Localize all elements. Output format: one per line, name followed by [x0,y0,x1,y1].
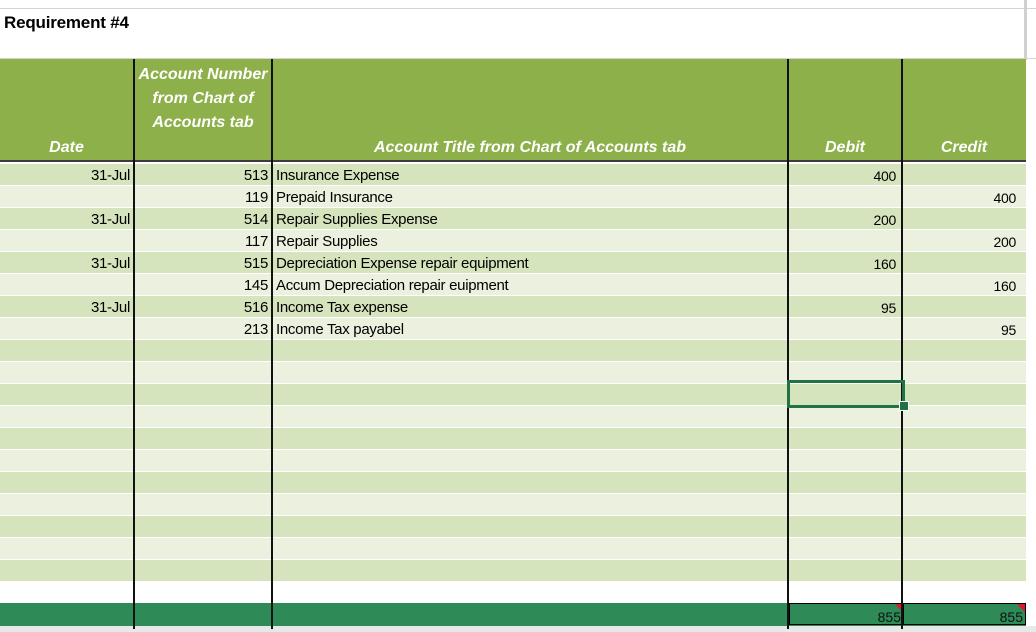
sheet-title: Requirement #4 [4,13,129,32]
selected-cell[interactable] [787,380,905,408]
date-cell[interactable]: 31-Jul [90,255,130,272]
credit-cell[interactable]: 160 [993,278,1016,294]
account-number-cell[interactable]: 117 [244,233,268,250]
credit-cell[interactable] [904,296,1016,317]
empty-row[interactable] [0,472,1026,494]
debit-cell[interactable] [790,186,896,207]
empty-row[interactable] [0,406,1026,428]
debit-cell[interactable]: 400 [873,168,896,184]
header-divider [0,160,1026,162]
date-cell[interactable] [0,274,130,295]
grid-line-top [0,8,1036,9]
table-row[interactable] [0,252,1026,274]
empty-row[interactable] [0,450,1026,472]
account-title-cell[interactable]: Repair Supplies [276,233,378,250]
header-credit[interactable]: Credit [940,139,988,156]
debit-cell[interactable] [790,274,896,295]
account-title-cell[interactable]: Accum Depreciation repair euipment [276,277,509,294]
header-account-number[interactable]: Account Number from Chart of Accounts tab [138,66,268,131]
column-border-account-number [271,59,273,629]
empty-row[interactable] [0,494,1026,516]
account-number-cell[interactable]: 119 [244,189,268,206]
debit-cell[interactable]: 160 [873,256,896,272]
table-row[interactable] [0,186,1026,208]
account-title-cell[interactable]: Income Tax payabel [276,321,404,338]
header-date[interactable]: Date [49,139,84,156]
account-title-cell[interactable]: Repair Supplies Expense [276,211,438,228]
credit-cell[interactable]: 95 [1001,322,1016,338]
debit-cell[interactable]: 95 [881,300,896,316]
credit-cell[interactable]: 400 [993,190,1016,206]
account-number-cell[interactable]: 516 [243,299,268,316]
table-row[interactable] [0,230,1026,252]
debit-cell[interactable] [790,230,896,251]
column-border-date [133,59,135,629]
date-cell[interactable] [0,230,130,251]
credit-total: 855 [999,609,1023,625]
credit-cell[interactable] [904,208,1016,229]
table-header [0,59,1026,160]
comment-flag-icon [1017,604,1025,612]
credit-cell[interactable] [904,252,1016,273]
date-cell[interactable]: 31-Jul [90,211,130,228]
header-debit[interactable]: Debit [825,139,865,156]
debit-total: 855 [877,609,901,625]
journal-rows [0,164,1026,582]
column-border-title [787,59,789,629]
debit-total-cell[interactable] [789,603,904,625]
empty-row[interactable] [0,428,1026,450]
column-edge [1024,0,1027,60]
account-number-cell[interactable]: 145 [243,277,268,294]
header-account-title[interactable]: Account Title from Chart of Accounts tab [373,139,686,156]
account-title-cell[interactable]: Depreciation Expense repair equipment [276,255,529,272]
table-row[interactable] [0,164,1026,186]
date-cell[interactable] [0,318,130,339]
account-title-cell[interactable]: Insurance Expense [276,167,400,184]
date-cell[interactable]: 31-Jul [90,167,130,184]
empty-row[interactable] [0,538,1026,560]
fill-handle[interactable] [899,401,909,411]
column-border-debit [901,59,903,629]
credit-cell[interactable] [904,164,1016,185]
debit-cell[interactable]: 200 [873,212,896,228]
account-title-cell[interactable]: Prepaid Insurance [276,189,393,206]
table-row[interactable] [0,274,1026,296]
table-row[interactable] [0,208,1026,230]
grid-line-bottom [0,626,1036,632]
date-cell[interactable] [0,186,130,207]
credit-cell[interactable]: 200 [993,234,1016,250]
account-number-cell[interactable]: 515 [243,255,268,272]
table-row[interactable] [0,318,1026,340]
empty-row[interactable] [0,340,1026,362]
account-number-cell[interactable]: 513 [243,167,268,184]
account-number-cell[interactable]: 514 [243,211,268,228]
account-number-cell[interactable]: 213 [243,321,268,338]
table-row[interactable] [0,296,1026,318]
credit-total-cell[interactable] [903,603,1026,625]
date-cell[interactable]: 31-Jul [90,299,130,316]
empty-row[interactable] [0,560,1026,582]
empty-row[interactable] [0,516,1026,538]
account-title-cell[interactable]: Income Tax expense [276,299,408,316]
debit-cell[interactable] [790,318,896,339]
